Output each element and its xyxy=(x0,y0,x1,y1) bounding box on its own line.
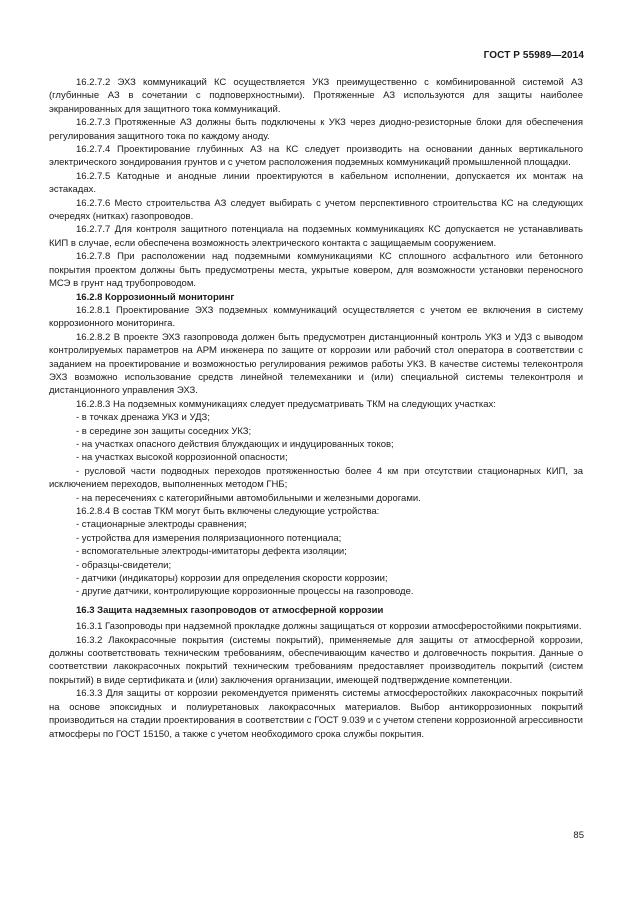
list-item: - образцы-свидетели; xyxy=(76,559,172,571)
section-heading-16-2-8: 16.2.8 Коррозионный мониторинг xyxy=(76,291,235,303)
paragraph-16-2-8-1: 16.2.8.1 Проектирование ЭХЗ подземных коммуникаций осуществляется с учетом ее включения в систему коррозионного мониторинга. xyxy=(49,304,583,330)
document-standard-header: ГОСТ Р 55989—2014 xyxy=(483,50,584,61)
list-item: - русловой части подводных переходов протяженностью более 4 км при отсутствии стационарных КИП, за исключением переходов, выполненных методом ГНБ; xyxy=(49,465,583,491)
paragraph-16-2-7-8: 16.2.7.8 При расположении над подземными коммуникациями КС сплошного асфальтного или бетонного покрытия проектом должны быть предусмотрены места, укрытые ковером, для возможности установки переносного МСЭ в грунт над трубопроводом. xyxy=(49,251,583,290)
paragraph-16-2-8-4: 16.2.8.4 В состав ТКМ могут быть включены следующие устройства: xyxy=(76,506,380,517)
list-item: - другие датчики, контролирующие коррозионные процессы на газопроводе. xyxy=(76,586,414,598)
list-item: - на пересечениях с категорийными автомобильными и железными дорогами. xyxy=(76,492,421,504)
list-item: - стационарные электроды сравнения; xyxy=(76,519,247,531)
paragraph-16-2-7-5: 16.2.7.5 Катодные и анодные линии проектируются в кабельном исполнении, допускается их монтаж на эстакадах. xyxy=(49,170,583,196)
list-item: - в точках дренажа УКЗ и УДЗ; xyxy=(76,412,210,424)
paragraph-16-2-7-6: 16.2.7.6 Место строительства АЗ следует выбирать с учетом перспективного строительства КС на следующих очередях (нитках) газопроводов. xyxy=(49,197,583,223)
list-item: - на участках высокой коррозионной опасности; xyxy=(76,452,288,464)
paragraph-16-2-7-7: 16.2.7.7 Для контроля защитного потенциала на подземных коммуникациях КС допускается не устанавливать КИП в случае, если обеспечена возможность электрического контакта с защищаемым сооружением. xyxy=(49,224,583,249)
section-heading-16-3: 16.3 Защита надземных газопроводов от атмосферной коррозии xyxy=(76,604,384,616)
document-body xyxy=(49,76,583,741)
list-item: - датчики (индикаторы) коррозии для определения скорости коррозии; xyxy=(76,573,388,585)
paragraph-16-3-2: 16.3.2 Лакокрасочные покрытия (системы покрытий), применяемые для защиты от атмосферной коррозии, должны соответствовать техническим требованиям, обеспечивающим качество и долговечность покрытия. Данные о соответствии лакокрасочных покрытий техническим требованиям предоставляет производитель покрытий (систем покрытий) в виде сертификата и (или) заключения организации, имеющей подтверждение компетенции. xyxy=(49,634,583,686)
paragraph-16-2-7-3: 16.2.7.3 Протяженные АЗ должны быть подключены к УКЗ через диодно-резисторные блоки для обеспечения регулирования защитного тока по каждому аноду. xyxy=(49,117,583,142)
paragraph-16-3-3: 16.3.3 Для защиты от коррозии рекомендуется применять системы атмосферостойких лакокрасочных покрытий на основе эпоксидных и полиуретановых лакокрасочных материалов. Выбор антикоррозионных покрытий производиться на стадии проектирования в соответствии с ГОСТ 9.039 и с учетом степени коррозионной агрессивности атмосферы по ГОСТ 15150, а также с учетом необходимого срока службы покрытия. xyxy=(49,688,583,740)
list-item: - в середине зон защиты соседних УКЗ; xyxy=(76,425,252,437)
paragraph-16-3-1: 16.3.1 Газопроводы при надземной прокладке должны защищаться от коррозии атмосферостойкими покрытиями. xyxy=(76,621,582,633)
page-number: 85 xyxy=(573,830,584,841)
paragraph-16-2-8-3: 16.2.8.3 На подземных коммуникациях следует предусматривать ТКМ на следующих участках: xyxy=(76,398,496,410)
list-item: - на участках опасного действия блуждающих и индуцированных токов; xyxy=(76,438,394,450)
paragraph-16-2-7-4: 16.2.7.4 Проектирование глубинных АЗ на КС следует производить на основании данных вертикального электрического зондирования грунтов и с учетом расположения подземных коммуникаций промышленной площадки. xyxy=(49,144,583,169)
paragraph-16-2-7-2: 16.2.7.2 ЭХЗ коммуникаций КС осуществляется УКЗ преимущественно с комбинированной системой АЗ (глубинные АЗ в сочетании с подповерхностными). Протяженные АЗ используются для защиты наиболее экранированных для защитного тока коммуникаций. xyxy=(49,77,583,115)
paragraph-16-2-8-2: 16.2.8.2 В проекте ЭХЗ газопровода должен быть предусмотрен дистанционный контроль УКЗ и УДЗ с выводом контролируемых параметров на АРМ инженера по защите от коррозии или рабочий стол оператора в соответствии с заданием на проектирование и возможностью регулирования режимов работы УКЗ. В качестве системы телеконтроля ЭХЗ возможно использование средств линейной телемеханики и (или) специальной системы телеконтроля и дистанционного управления ЭХЗ. xyxy=(49,331,583,397)
list-item: - устройства для измерения поляризационного потенциала; xyxy=(76,532,342,544)
list-item: - вспомогательные электроды-имитаторы дефекта изоляции; xyxy=(76,546,347,558)
